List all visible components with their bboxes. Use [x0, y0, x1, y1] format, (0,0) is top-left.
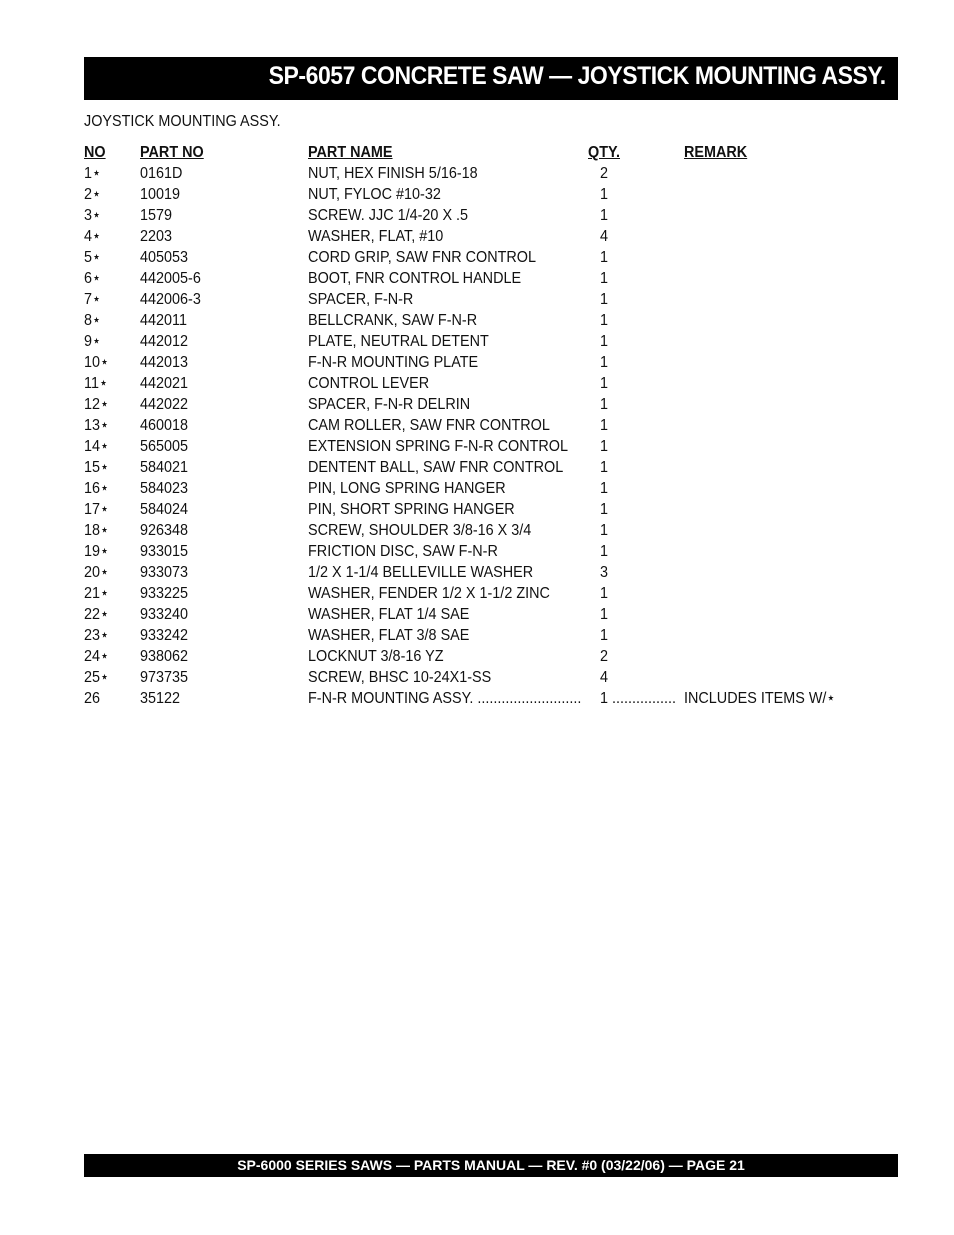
cell-part-no: 933240 [140, 606, 189, 623]
cell-part-no: 1579 [140, 207, 173, 224]
cell-no: 5⋆ [84, 249, 102, 266]
header-qty: QTY. [588, 144, 621, 161]
cell-qty: 1 [600, 522, 609, 539]
cell-part-name: BELLCRANK, SAW F-N-R [308, 312, 478, 329]
cell-part-name: CORD GRIP, SAW FNR CONTROL [308, 249, 537, 266]
cell-qty: 1 [600, 585, 609, 602]
cell-qty: 1 [600, 291, 609, 308]
cell-qty: 1 [600, 333, 609, 350]
table-row [84, 268, 884, 289]
cell-no: 11⋆ [84, 375, 108, 392]
cell-part-no: 584024 [140, 501, 189, 518]
cell-no: 8⋆ [84, 312, 102, 329]
cell-part-name: SCREW. JJC 1/4-20 X .5 [308, 207, 469, 224]
cell-no: 19⋆ [84, 543, 110, 560]
cell-part-no: 405053 [140, 249, 189, 266]
cell-qty: 4 [600, 669, 609, 686]
table-row [84, 331, 884, 352]
cell-no: 6⋆ [84, 270, 102, 287]
parts-table [84, 142, 884, 709]
cell-part-name: SPACER, F-N-R DELRIN [308, 396, 471, 413]
cell-no: 18⋆ [84, 522, 110, 539]
cell-part-no: 565005 [140, 438, 189, 455]
cell-part-no: 938062 [140, 648, 189, 665]
cell-part-name: 1/2 X 1-1/4 BELLEVILLE WASHER [308, 564, 534, 581]
cell-part-no: 973735 [140, 669, 189, 686]
cell-qty: 1 ................ [600, 690, 677, 707]
table-row [84, 415, 884, 436]
cell-part-name: WASHER, FLAT 1/4 SAE [308, 606, 470, 623]
cell-part-no: 0161D [140, 165, 183, 182]
table-row [84, 436, 884, 457]
table-row [84, 667, 884, 688]
cell-part-name: FRICTION DISC, SAW F-N-R [308, 543, 498, 560]
cell-no: 17⋆ [84, 501, 110, 518]
footer-text: SP-6000 SERIES SAWS — PARTS MANUAL — REV. #0 (03/22/06) — PAGE 21 [237, 1157, 745, 1173]
cell-no: 21⋆ [84, 585, 110, 602]
cell-qty: 1 [600, 501, 609, 518]
table-row [84, 352, 884, 373]
cell-part-no: 584021 [140, 459, 189, 476]
table-row [84, 541, 884, 562]
cell-part-no: 933073 [140, 564, 189, 581]
cell-qty: 2 [600, 165, 609, 182]
cell-part-name: PIN, SHORT SPRING HANGER [308, 501, 515, 518]
cell-part-name: F-N-R MOUNTING ASSY. .......................... [308, 690, 582, 707]
table-row [84, 499, 884, 520]
cell-part-no: 442013 [140, 354, 189, 371]
cell-no: 10⋆ [84, 354, 110, 371]
cell-no: 1⋆ [84, 165, 102, 182]
header-part-name: PART NAME [308, 144, 393, 161]
table-row [84, 163, 884, 184]
table-row [84, 583, 884, 604]
cell-part-name: SCREW, BHSC 10-24X1-SS [308, 669, 492, 686]
cell-no: 7⋆ [84, 291, 102, 308]
cell-qty: 4 [600, 228, 609, 245]
cell-no: 22⋆ [84, 606, 110, 623]
cell-part-name: F-N-R MOUNTING PLATE [308, 354, 479, 371]
cell-remark: INCLUDES ITEMS W/⋆ [684, 690, 836, 707]
cell-no: 25⋆ [84, 669, 110, 686]
cell-part-no: 442021 [140, 375, 189, 392]
table-header [84, 142, 884, 163]
cell-part-no: 926348 [140, 522, 189, 539]
cell-qty: 1 [600, 543, 609, 560]
cell-part-name: DENTENT BALL, SAW FNR CONTROL [308, 459, 564, 476]
cell-no: 20⋆ [84, 564, 110, 581]
cell-qty: 1 [600, 417, 609, 434]
header-part-no: PART NO [140, 144, 204, 161]
cell-qty: 1 [600, 606, 609, 623]
table-row [84, 184, 884, 205]
cell-part-name: NUT, HEX FINISH 5/16-18 [308, 165, 478, 182]
table-row [84, 604, 884, 625]
section-label: JOYSTICK MOUNTING ASSY. [84, 113, 281, 130]
cell-qty: 1 [600, 312, 609, 329]
cell-part-no: 584023 [140, 480, 189, 497]
cell-no: 4⋆ [84, 228, 102, 245]
cell-no: 15⋆ [84, 459, 110, 476]
cell-qty: 1 [600, 459, 609, 476]
cell-part-name: SCREW, SHOULDER 3/8-16 X 3/4 [308, 522, 532, 539]
cell-no: 26 [84, 690, 101, 707]
cell-part-no: 10019 [140, 186, 181, 203]
cell-qty: 1 [600, 354, 609, 371]
footer-bar [84, 1154, 898, 1177]
cell-qty: 1 [600, 438, 609, 455]
cell-part-name: WASHER, FLAT 3/8 SAE [308, 627, 470, 644]
cell-qty: 1 [600, 627, 609, 644]
table-row [84, 646, 884, 667]
table-row [84, 394, 884, 415]
table-row [84, 625, 884, 646]
cell-part-name: PLATE, NEUTRAL DETENT [308, 333, 489, 350]
cell-part-no: 35122 [140, 690, 181, 707]
cell-qty: 1 [600, 375, 609, 392]
cell-no: 12⋆ [84, 396, 110, 413]
table-row [84, 289, 884, 310]
cell-part-no: 442005-6 [140, 270, 201, 287]
cell-part-name: CAM ROLLER, SAW FNR CONTROL [308, 417, 550, 434]
table-row [84, 205, 884, 226]
cell-no: 14⋆ [84, 438, 110, 455]
cell-part-name: SPACER, F-N-R [308, 291, 414, 308]
cell-qty: 3 [600, 564, 609, 581]
header-remark: REMARK [684, 144, 748, 161]
cell-part-no: 442011 [140, 312, 187, 329]
cell-no: 3⋆ [84, 207, 102, 224]
table-row [84, 373, 884, 394]
cell-part-name: WASHER, FLAT, #10 [308, 228, 444, 245]
page-title: SP-6057 CONCRETE SAW — JOYSTICK MOUNTING ASSY. [269, 62, 886, 90]
table-row [84, 520, 884, 541]
cell-part-name: CONTROL LEVER [308, 375, 430, 392]
cell-part-no: 933015 [140, 543, 189, 560]
header-no: NO [84, 144, 106, 161]
cell-part-no: 442012 [140, 333, 189, 350]
table-row [84, 478, 884, 499]
table-row [84, 247, 884, 268]
cell-part-no: 442022 [140, 396, 189, 413]
cell-no: 2⋆ [84, 186, 102, 203]
cell-qty: 1 [600, 396, 609, 413]
cell-no: 23⋆ [84, 627, 110, 644]
cell-part-no: 460018 [140, 417, 189, 434]
cell-no: 13⋆ [84, 417, 110, 434]
cell-no: 9⋆ [84, 333, 102, 350]
table-body [84, 163, 884, 709]
table-row [84, 310, 884, 331]
cell-qty: 2 [600, 648, 609, 665]
cell-part-name: WASHER, FENDER 1/2 X 1-1/2 ZINC [308, 585, 550, 602]
cell-qty: 1 [600, 249, 609, 266]
cell-part-name: NUT, FYLOC #10-32 [308, 186, 441, 203]
cell-part-name: EXTENSION SPRING F-N-R CONTROL [308, 438, 569, 455]
cell-qty: 1 [600, 186, 609, 203]
cell-no: 24⋆ [84, 648, 110, 665]
cell-part-name: PIN, LONG SPRING HANGER [308, 480, 506, 497]
cell-part-no: 933242 [140, 627, 189, 644]
cell-qty: 1 [600, 207, 609, 224]
cell-qty: 1 [600, 480, 609, 497]
table-row [84, 688, 884, 709]
cell-no: 16⋆ [84, 480, 110, 497]
cell-part-name: LOCKNUT 3/8-16 YZ [308, 648, 444, 665]
cell-part-no: 442006-3 [140, 291, 201, 308]
cell-part-no: 933225 [140, 585, 189, 602]
table-row [84, 457, 884, 478]
cell-qty: 1 [600, 270, 609, 287]
cell-part-no: 2203 [140, 228, 173, 245]
table-row [84, 226, 884, 247]
page-title-bar [84, 57, 898, 100]
cell-part-name: BOOT, FNR CONTROL HANDLE [308, 270, 522, 287]
table-row [84, 562, 884, 583]
